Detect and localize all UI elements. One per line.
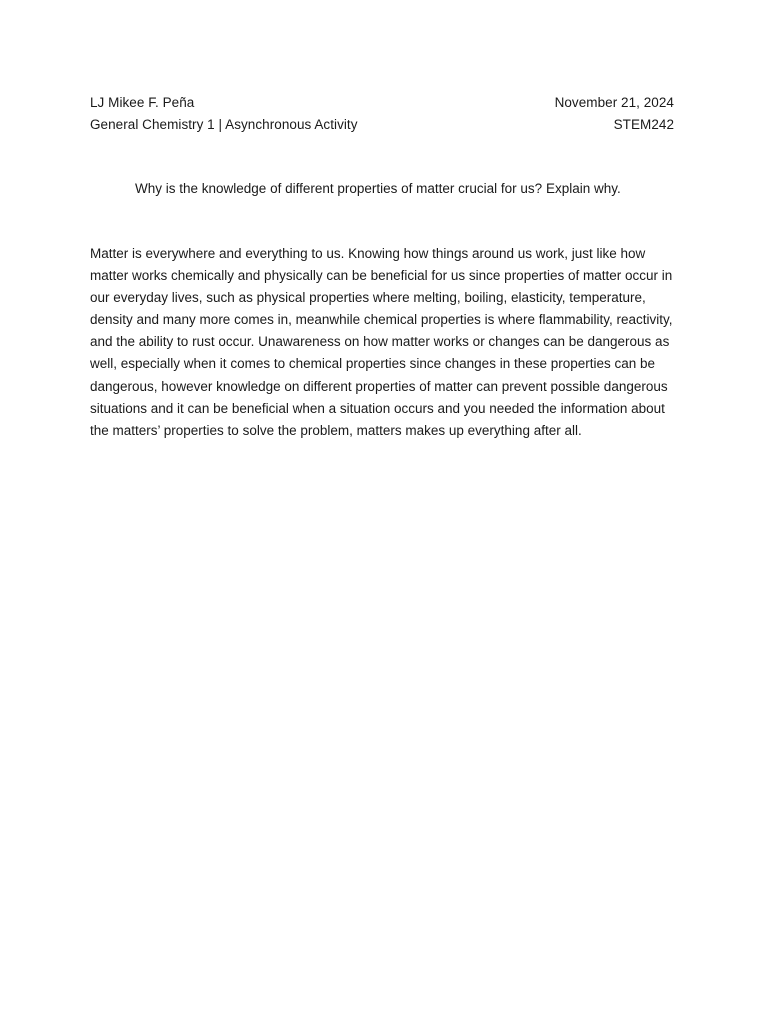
author-name: LJ Mikee F. Peña — [90, 95, 195, 110]
document-header — [90, 92, 674, 136]
document-date: November 21, 2024 — [554, 95, 674, 110]
course-title: General Chemistry 1 | Asynchronous Activity — [90, 117, 358, 132]
header-row-1 — [90, 92, 674, 114]
header-row-2 — [90, 114, 674, 136]
section-code: STEM242 — [613, 117, 674, 132]
question-text: Why is the knowledge of different properties of matter crucial for us? Explain why. — [135, 181, 621, 196]
answer-paragraph: Matter is everywhere and everything to us. Knowing how things around us work, just like how matter works chemically and physically can be beneficial for us since properties of matter occur in our everyday lives, such as physical properties where melting, boiling, elasticity, temperature, density and many more comes in, meanwhile chemical properties is where flammability, reactivity, and the ability to rust occur. Unawareness on how matter works or changes can be dangerous as well, especially when it comes to chemical properties since changes in these properties can be dangerous, however knowledge on different properties of matter can prevent possible dangerous situations and it can be beneficial when a situation occurs and you needed the information about the matters’ properties to solve the problem, matters makes up everything after all. — [90, 246, 673, 438]
